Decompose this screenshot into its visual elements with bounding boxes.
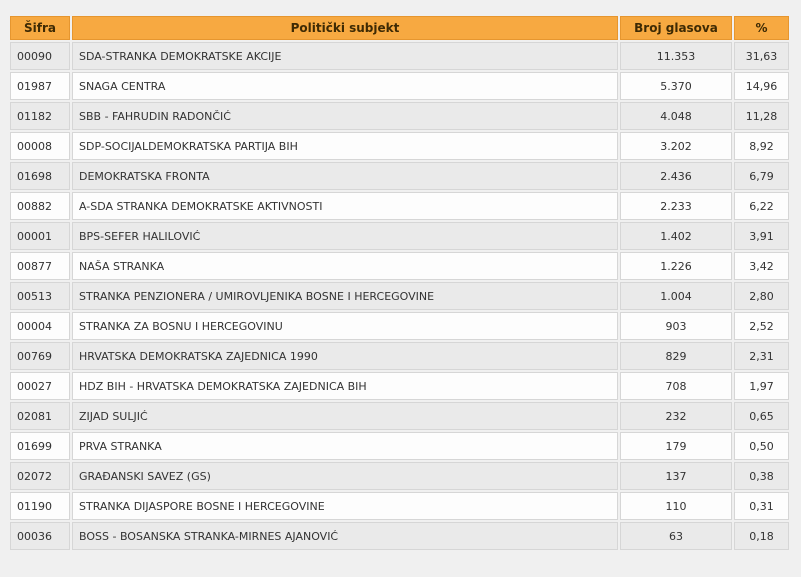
table-row <box>10 192 789 220</box>
cell-code: 00769 <box>10 342 70 370</box>
table-row <box>10 492 789 520</box>
table-row <box>10 132 789 160</box>
cell-votes: 4.048 <box>620 102 732 130</box>
cell-votes: 63 <box>620 522 732 550</box>
cell-subject: GRAĐANSKI SAVEZ (GS) <box>72 462 618 490</box>
results-table-body <box>10 42 789 550</box>
table-row <box>10 222 789 250</box>
cell-percent: 0,50 <box>734 432 789 460</box>
cell-votes: 2.436 <box>620 162 732 190</box>
cell-subject: SNAGA CENTRA <box>72 72 618 100</box>
cell-percent: 2,52 <box>734 312 789 340</box>
cell-votes: 1.226 <box>620 252 732 280</box>
table-row <box>10 432 789 460</box>
cell-subject: STRANKA ZA BOSNU I HERCEGOVINU <box>72 312 618 340</box>
cell-percent: 8,92 <box>734 132 789 160</box>
table-row <box>10 72 789 100</box>
column-header-code: Šifra <box>10 16 70 40</box>
cell-percent: 11,28 <box>734 102 789 130</box>
cell-subject: BPS-SEFER HALILOVIĆ <box>72 222 618 250</box>
cell-subject: STRANKA DIJASPORE BOSNE I HERCEGOVINE <box>72 492 618 520</box>
cell-subject: ZIJAD SULJIĆ <box>72 402 618 430</box>
cell-code: 00882 <box>10 192 70 220</box>
cell-percent: 14,96 <box>734 72 789 100</box>
results-table-header <box>10 16 789 40</box>
column-header-subject: Politički subjekt <box>72 16 618 40</box>
cell-votes: 903 <box>620 312 732 340</box>
cell-code: 01699 <box>10 432 70 460</box>
cell-percent: 3,42 <box>734 252 789 280</box>
cell-code: 01698 <box>10 162 70 190</box>
cell-code: 02081 <box>10 402 70 430</box>
table-row <box>10 162 789 190</box>
cell-subject: PRVA STRANKA <box>72 432 618 460</box>
cell-percent: 3,91 <box>734 222 789 250</box>
cell-votes: 11.353 <box>620 42 732 70</box>
table-row <box>10 102 789 130</box>
cell-votes: 137 <box>620 462 732 490</box>
cell-code: 00004 <box>10 312 70 340</box>
cell-subject: SDP-SOCIJALDEMOKRATSKA PARTIJA BIH <box>72 132 618 160</box>
cell-subject: HRVATSKA DEMOKRATSKA ZAJEDNICA 1990 <box>72 342 618 370</box>
cell-votes: 1.004 <box>620 282 732 310</box>
cell-code: 00513 <box>10 282 70 310</box>
election-results-table <box>8 14 791 552</box>
cell-code: 01182 <box>10 102 70 130</box>
cell-subject: SBB - FAHRUDIN RADONČIĆ <box>72 102 618 130</box>
table-row <box>10 522 789 550</box>
cell-code: 00027 <box>10 372 70 400</box>
cell-votes: 708 <box>620 372 732 400</box>
table-row <box>10 282 789 310</box>
cell-subject: DEMOKRATSKA FRONTA <box>72 162 618 190</box>
cell-percent: 0,31 <box>734 492 789 520</box>
cell-votes: 829 <box>620 342 732 370</box>
cell-percent: 2,80 <box>734 282 789 310</box>
cell-percent: 0,65 <box>734 402 789 430</box>
cell-subject: BOSS - BOSANSKA STRANKA-MIRNES AJANOVIĆ <box>72 522 618 550</box>
cell-subject: HDZ BIH - HRVATSKA DEMOKRATSKA ZAJEDNICA BIH <box>72 372 618 400</box>
table-row <box>10 462 789 490</box>
cell-votes: 110 <box>620 492 732 520</box>
cell-subject: NAŠA STRANKA <box>72 252 618 280</box>
cell-votes: 179 <box>620 432 732 460</box>
cell-votes: 2.233 <box>620 192 732 220</box>
cell-votes: 5.370 <box>620 72 732 100</box>
column-header-votes: Broj glasova <box>620 16 732 40</box>
cell-percent: 1,97 <box>734 372 789 400</box>
cell-code: 00036 <box>10 522 70 550</box>
table-row <box>10 372 789 400</box>
cell-votes: 232 <box>620 402 732 430</box>
cell-percent: 31,63 <box>734 42 789 70</box>
table-row <box>10 252 789 280</box>
cell-code: 00090 <box>10 42 70 70</box>
cell-code: 00001 <box>10 222 70 250</box>
cell-percent: 0,38 <box>734 462 789 490</box>
cell-percent: 6,79 <box>734 162 789 190</box>
cell-votes: 1.402 <box>620 222 732 250</box>
table-row <box>10 312 789 340</box>
table-row <box>10 42 789 70</box>
header-row <box>10 16 789 40</box>
column-header-percent: % <box>734 16 789 40</box>
cell-subject: SDA-STRANKA DEMOKRATSKE AKCIJE <box>72 42 618 70</box>
cell-code: 02072 <box>10 462 70 490</box>
table-row <box>10 402 789 430</box>
cell-code: 01987 <box>10 72 70 100</box>
cell-percent: 0,18 <box>734 522 789 550</box>
cell-code: 00877 <box>10 252 70 280</box>
cell-code: 01190 <box>10 492 70 520</box>
table-row <box>10 342 789 370</box>
cell-code: 00008 <box>10 132 70 160</box>
cell-subject: STRANKA PENZIONERA / UMIROVLJENIKA BOSNE I HERCEGOVINE <box>72 282 618 310</box>
cell-subject: A-SDA STRANKA DEMOKRATSKE AKTIVNOSTI <box>72 192 618 220</box>
cell-votes: 3.202 <box>620 132 732 160</box>
cell-percent: 6,22 <box>734 192 789 220</box>
cell-percent: 2,31 <box>734 342 789 370</box>
